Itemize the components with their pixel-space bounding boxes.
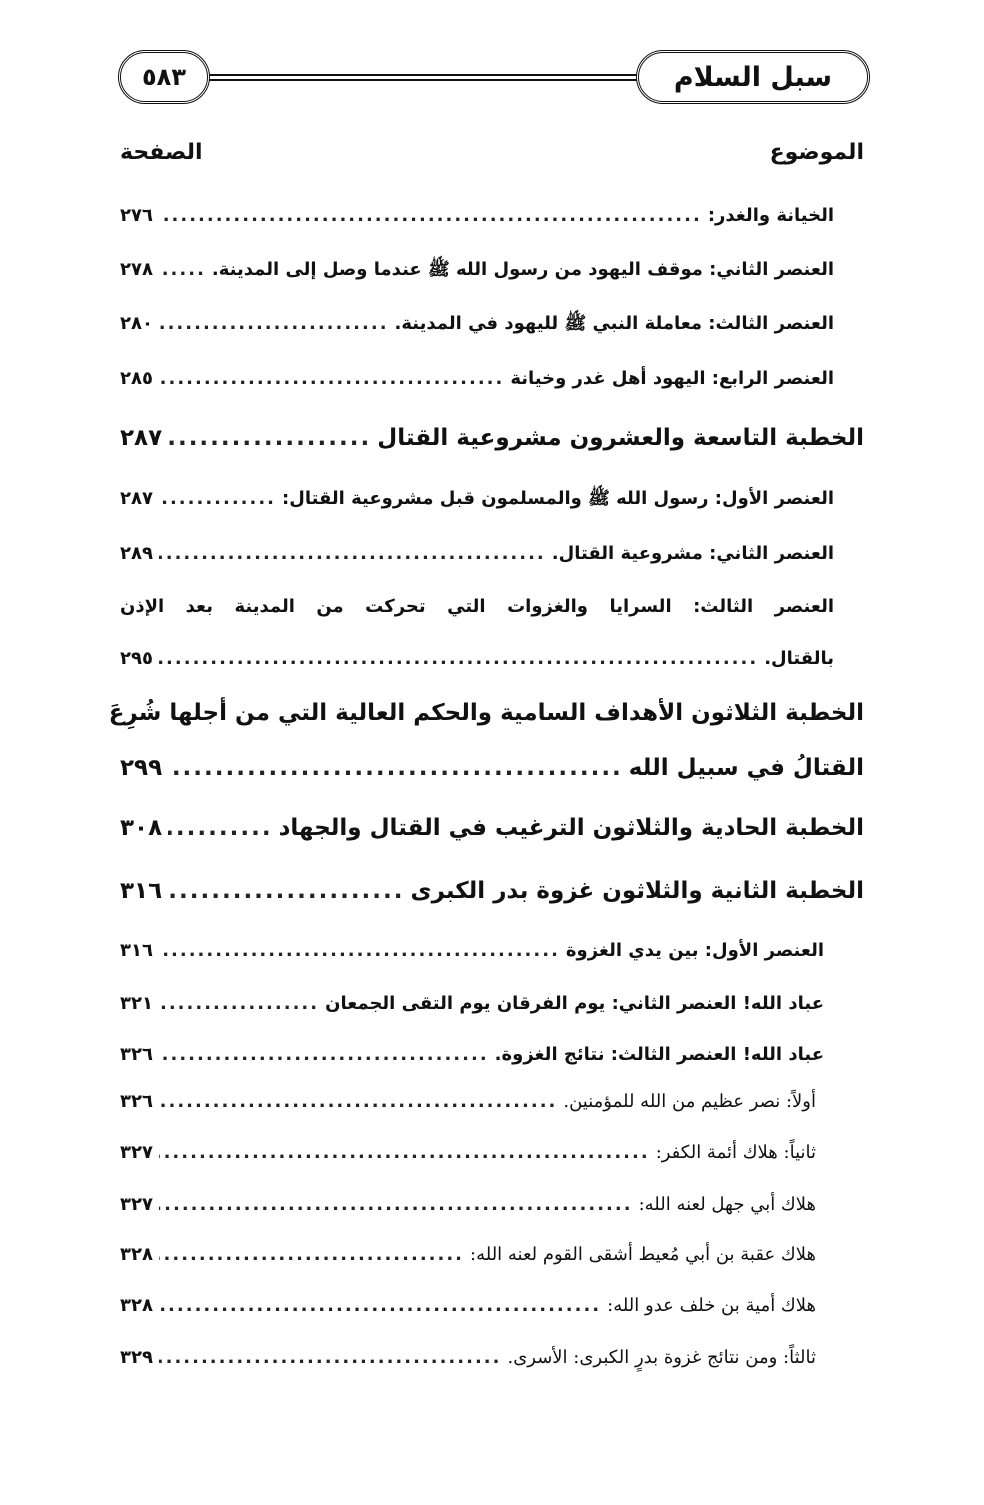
toc-entry-text: أولاً: نصر عظيم من الله للمؤمنين. <box>563 1091 816 1112</box>
toc-entry-text: العنصر الأول: رسول الله ﷺ والمسلمون قبل مشروعية القتال: <box>282 488 834 509</box>
toc-entry-page: ٣٢٧ <box>120 1194 153 1215</box>
toc-subentry <box>120 1091 816 1112</box>
toc-chapter-line: الخطبة الثلاثون الأهداف السامية والحكم العالية التي من أجلها شُرِعَ <box>108 700 864 726</box>
leader-dots <box>159 368 504 389</box>
toc-entry-page: ٢٨٧ <box>120 425 163 451</box>
book-title: سبل السلام <box>636 50 870 104</box>
toc-entry-page: ٣٠٨ <box>120 815 163 841</box>
toc-entry-page: ٢٨٧ <box>120 488 153 509</box>
leader-dots <box>159 1091 557 1112</box>
toc-entry-text: عباد الله! العنصر الثالث: نتائج الغزوة. <box>494 1044 824 1065</box>
toc-entry-text: ثانياً: هلاك أئمة الكفر: <box>655 1142 816 1163</box>
page-header <box>118 46 870 108</box>
leader-dots <box>159 1142 650 1163</box>
leader-dots <box>168 425 371 451</box>
toc-entry-text: هلاك أبي جهل لعنه الله: <box>638 1194 816 1215</box>
leader-dots <box>159 205 702 226</box>
leader-dots <box>159 543 546 564</box>
toc-entry-page: ٢٧٨ <box>120 259 153 280</box>
toc-entry-text: العنصر الثاني: موقف اليهود من رسول الله ﷺ عندما وصل إلى المدينة. <box>211 259 834 280</box>
toc-entry-text: الخطبة التاسعة والعشرون مشروعية القتال <box>377 425 864 451</box>
toc-entry-page: ٣٢٦ <box>120 1091 153 1112</box>
toc-entry-page: ٣٢٦ <box>120 1044 153 1065</box>
toc-entry-page: ٣٢٧ <box>120 1142 153 1163</box>
toc-chapter-entry <box>120 815 864 841</box>
toc-entry-page: ٣١٦ <box>120 878 163 904</box>
leader-dots <box>159 940 560 961</box>
leader-dots <box>168 815 272 841</box>
leader-dots <box>159 1044 489 1065</box>
toc-entry-text: العنصر الأول: بين يدي الغزوة <box>565 940 824 961</box>
toc-entry-page: ٣٢٩ <box>120 1347 153 1368</box>
toc-entry-page: ٣٢٨ <box>120 1244 153 1265</box>
toc-entry-text: الخطبة الحادية والثلاثون الترغيب في القتال والجهاد <box>278 815 864 841</box>
toc-entry <box>120 1044 824 1065</box>
toc-entry <box>120 312 834 338</box>
toc-entry <box>120 368 834 389</box>
toc-entry-page: ٢٩٩ <box>120 755 163 781</box>
toc-entry-text: العنصر الرابع: اليهود أهل غدر وخيانة <box>510 368 834 389</box>
toc-entry-text: العنصر الثاني: مشروعية القتال. <box>551 543 834 564</box>
leader-dots <box>168 755 623 781</box>
leader-dots <box>159 259 206 280</box>
toc-entry <box>120 993 824 1014</box>
leader-dots <box>159 1347 502 1368</box>
leader-dots <box>159 993 319 1014</box>
leader-dots <box>168 878 404 904</box>
toc-chapter-entry <box>120 878 864 904</box>
leader-dots <box>159 648 758 669</box>
leader-dots <box>159 1194 633 1215</box>
toc-entry <box>120 648 834 669</box>
toc-entry <box>120 487 834 513</box>
leader-dots <box>159 313 389 334</box>
toc-entry-page: ٢٩٥ <box>120 648 153 669</box>
leader-dots <box>159 1244 464 1265</box>
toc-entry-page: ٣٢١ <box>120 993 153 1014</box>
toc-subentry <box>120 1244 816 1265</box>
toc-entry-text: عباد الله! العنصر الثاني: يوم الفرقان يوم التقى الجمعان <box>325 993 824 1014</box>
toc-subentry <box>120 1295 816 1316</box>
toc-entry-text: العنصر الثالث: معاملة النبي ﷺ لليهود في المدينة. <box>394 313 834 334</box>
toc-entry <box>120 205 834 226</box>
toc-chapter-entry <box>120 425 864 451</box>
toc-subentry <box>120 1194 816 1215</box>
toc-entry-text: هلاك أمية بن خلف عدو الله: <box>607 1295 816 1316</box>
toc-entry <box>120 543 834 564</box>
header-rule <box>208 74 640 81</box>
toc-subentry <box>120 1142 816 1163</box>
topic-column-header: الموضوع <box>769 140 864 165</box>
toc-entry-text: بالقتال. <box>764 648 834 669</box>
toc-subentry <box>120 1347 816 1368</box>
toc-entry-text: هلاك عقبة بن أبي مُعيط أشقى القوم لعنه الله: <box>470 1244 816 1265</box>
toc-entry-page: ٢٧٦ <box>120 205 153 226</box>
toc-entry-text: الخطبة الثانية والثلاثون غزوة بدر الكبرى <box>410 878 864 904</box>
toc-chapter-entry <box>120 755 864 781</box>
toc-entry-text: ثالثاً: ومن نتائج غزوة بدرٍ الكبرى: الأسرى. <box>507 1347 816 1368</box>
page-number: ٥٨٣ <box>118 50 210 104</box>
toc-entry-text: القتالُ في سبيل الله <box>628 755 864 781</box>
toc-entry-page: ٢٨٠ <box>120 313 153 334</box>
page-column-header: الصفحة <box>120 140 203 165</box>
toc-entry-page: ٢٨٥ <box>120 368 153 389</box>
toc-entry-text: الخيانة والغدر: <box>707 205 834 226</box>
leader-dots <box>159 1295 601 1316</box>
toc-entry-page: ٣١٦ <box>120 940 153 961</box>
toc-entry-line: العنصر الثالث: السرايا والغزوات التي تحركت من المدينة بعد الإذن <box>120 596 834 617</box>
toc-entry-page: ٣٢٨ <box>120 1295 153 1316</box>
toc-entry <box>120 258 834 284</box>
toc-entry <box>120 940 824 961</box>
leader-dots <box>159 488 276 509</box>
toc-entry-page: ٢٨٩ <box>120 543 153 564</box>
